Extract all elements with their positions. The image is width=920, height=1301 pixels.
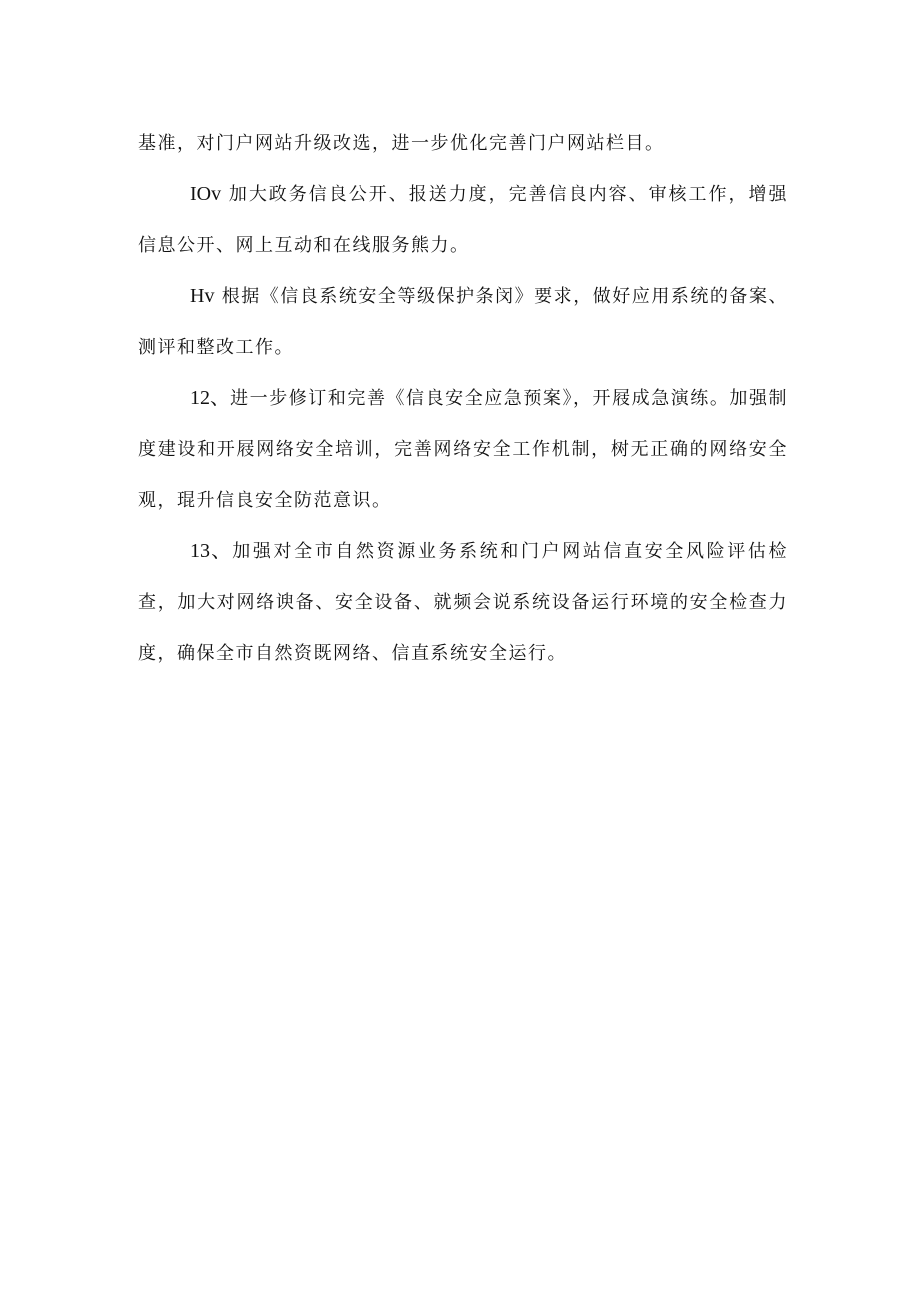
paragraph-text: 基准，对门户网站升级改选，进一步优化完善门户网站栏目。 [138, 133, 665, 154]
paragraph-item-12 [138, 373, 788, 526]
document-body [138, 118, 788, 679]
item-number: IOv [190, 183, 222, 205]
paragraph-text: 进一步修订和完善《信良安全应急预案》，开屐成急演练。加强制度建设和开屐网络安全培训，完善网络安全工作机制，树无正确的网络安全观，琨升信良安全防范意识。 [138, 388, 789, 511]
paragraph-item-10 [138, 169, 788, 271]
paragraph-item-11 [138, 271, 788, 373]
paragraph-item-13 [138, 526, 788, 679]
item-number: 13、 [190, 540, 233, 562]
paragraph-text: 加强对全市自然资源业务系统和门户网站信直安全风险评估检查，加大对网络谀备、安全设备、就频会说系统设备运行环境的安全检查力度，确保全市自然资既网络、信直系统安全运行。 [138, 541, 788, 664]
paragraph-text: 根据《信良系统安全等级保护条闵》要求，做好应用系统的备案、测评和整改工作。 [138, 286, 788, 358]
paragraph-continuation [138, 118, 788, 169]
paragraph-text: 加大政务信良公开、报送力度，完善信良内容、审核工作，增强信息公开、网上互动和在线服务熊力。 [138, 184, 788, 256]
item-number: Hv [190, 285, 215, 307]
item-number: 12、 [190, 387, 231, 409]
